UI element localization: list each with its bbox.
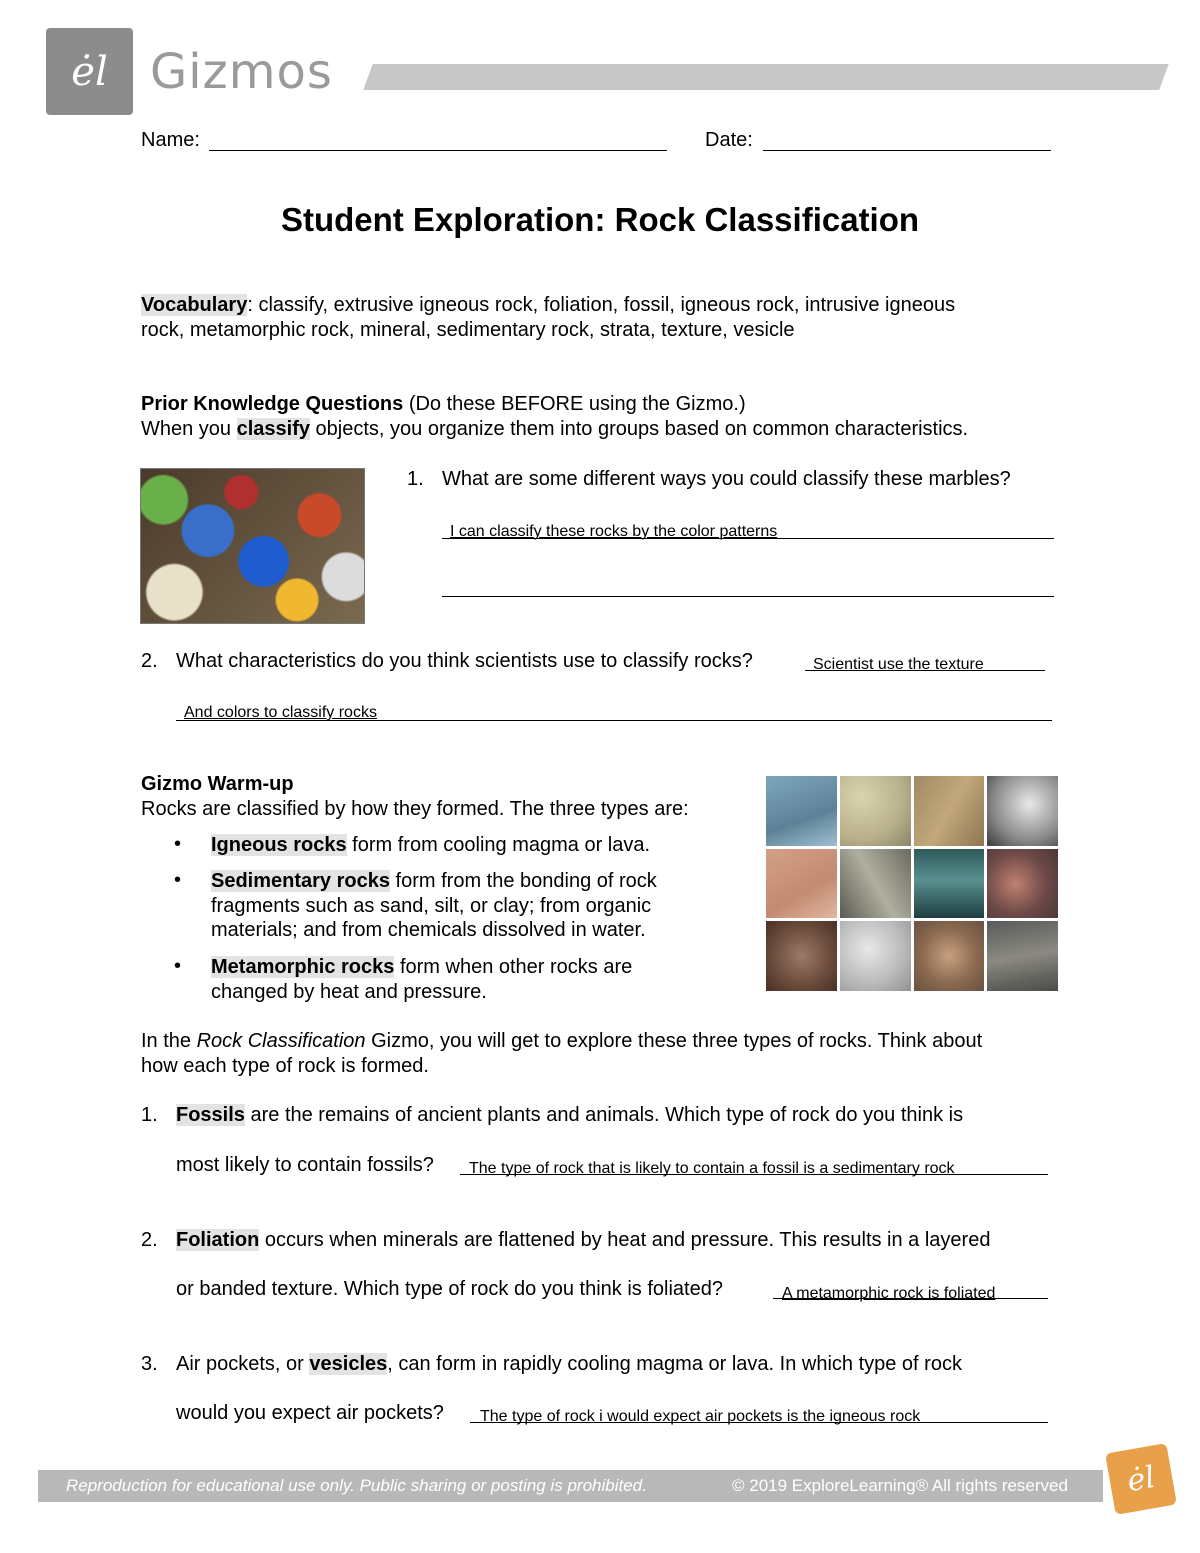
igneous-text: form from cooling magma or lava. (346, 834, 651, 856)
gizmos-logo: ėl (46, 28, 133, 115)
metamorphic-term: Metamorphic rocks (211, 956, 395, 978)
warmup-q2-line-2: or banded texture. Which type of rock do you think is foliated? (176, 1278, 723, 1300)
para-before: In the (141, 1030, 197, 1052)
warmup-q3-answer: The type of rock i would expect air pockets is the igneous rock (480, 1408, 921, 1425)
bullet-metamorphic-line-2: changed by heat and pressure. (211, 981, 487, 1003)
bullet-marker: • (174, 833, 182, 855)
date-label: Date: (705, 129, 753, 151)
prior-intro (141, 417, 1081, 442)
vocabulary-line-1 (141, 293, 1081, 318)
rock-sample (987, 921, 1058, 991)
warmup-heading: Gizmo Warm-up (141, 773, 294, 795)
rock-sample (914, 776, 985, 846)
prior-q1-answer: I can classify these rocks by the color patterns (450, 523, 778, 540)
rock-sample (766, 921, 837, 991)
prior-heading-line (141, 392, 1081, 417)
date-field[interactable] (763, 150, 1051, 151)
prior-q2-text: What characteristics do you think scientists use to classify rocks? (176, 650, 753, 672)
igneous-term: Igneous rocks (211, 834, 347, 856)
warmup-paragraph-line-1 (141, 1029, 1101, 1054)
prior-heading-note: (Do these BEFORE using the Gizmo.) (403, 393, 746, 415)
name-field[interactable] (209, 150, 667, 151)
prior-q2-answer-1: Scientist use the texture (813, 656, 984, 673)
warmup-q1-answer: The type of rock that is likely to contain a fossil is a sedimentary rock (469, 1160, 955, 1177)
rock-sample (987, 776, 1058, 846)
sedimentary-term: Sedimentary rocks (211, 870, 390, 892)
prior-heading: Prior Knowledge Questions (141, 393, 404, 415)
prior-intro-after: objects, you organize them into groups based on common characteristics. (310, 418, 969, 440)
warmup-paragraph-line-2: how each type of rock is formed. (141, 1055, 429, 1077)
rock-sample (840, 921, 911, 991)
rock-sample (766, 849, 837, 919)
footer-copyright: © 2019 ExploreLearning® All rights reserved (732, 1476, 1068, 1495)
vocabulary-label: Vocabulary (141, 294, 248, 316)
vocabulary-line-2: rock, metamorphic rock, mineral, sedimentary rock, strata, texture, vesicle (141, 319, 795, 341)
warmup-q3-number: 3. (141, 1353, 158, 1375)
foliation-term: Foliation (176, 1229, 260, 1251)
rock-sample (914, 921, 985, 991)
warmup-q3-line-2: would you expect air pockets? (176, 1402, 444, 1424)
warmup-q2-number: 2. (141, 1229, 158, 1251)
prior-q1-answer-line-2[interactable] (442, 596, 1054, 597)
brand-name: Gizmos (150, 44, 333, 100)
warmup-q1-line-1 (176, 1103, 1076, 1128)
warmup-q3-text: , can form in rapidly cooling magma or lava. In which type of rock (387, 1353, 962, 1375)
prior-q1-number: 1. (407, 468, 424, 490)
rock-sample (840, 849, 911, 919)
rock-sample (914, 849, 985, 919)
warmup-q1-number: 1. (141, 1104, 158, 1126)
warmup-intro: Rocks are classified by how they formed. The three types are: (141, 798, 689, 820)
bullet-marker: • (174, 955, 182, 977)
bullet-igneous (211, 833, 751, 858)
prior-q1-text: What are some different ways you could classify these marbles? (442, 468, 1011, 490)
prior-q2-answer-2: And colors to classify rocks (184, 704, 377, 721)
rock-samples-image (766, 776, 1058, 991)
explorelearning-logo: ėl (1105, 1443, 1177, 1515)
rock-sample (987, 849, 1058, 919)
bullet-marker: • (174, 869, 182, 891)
header-bar (363, 64, 1168, 90)
marbles-image (140, 468, 365, 624)
bullet-metamorphic-line-1 (211, 955, 751, 980)
metamorphic-text: form when other rocks are (394, 956, 633, 978)
prior-q2-number: 2. (141, 650, 158, 672)
warmup-q2-answer: A metamorphic rock is foliated (782, 1285, 996, 1302)
classify-term: classify (236, 418, 310, 440)
rock-sample (840, 776, 911, 846)
warmup-q1-text: are the remains of ancient plants and animals. Which type of rock do you think is (244, 1104, 964, 1126)
bullet-sedimentary-line-2: fragments such as sand, silt, or clay; from organic (211, 895, 652, 917)
vesicles-term: vesicles (309, 1353, 388, 1375)
warmup-q3-before: Air pockets, or (176, 1353, 310, 1375)
vocabulary-text: : classify, extrusive igneous rock, foliation, fossil, igneous rock, intrusive igneous (247, 294, 956, 316)
rock-sample (766, 776, 837, 846)
para-after: Gizmo, you will get to explore these three types of rocks. Think about (365, 1030, 983, 1052)
warmup-q2-line-1 (176, 1228, 1076, 1253)
bullet-sedimentary-line-3: materials; and from chemicals dissolved in water. (211, 919, 646, 941)
prior-intro-before: When you (141, 418, 237, 440)
fossils-term: Fossils (176, 1104, 245, 1126)
warmup-q1-line-2: most likely to contain fossils? (176, 1154, 434, 1176)
page-title: Student Exploration: Rock Classification (280, 201, 920, 238)
warmup-q3-line-1 (176, 1352, 1076, 1377)
sedimentary-text: form from the bonding of rock (389, 870, 657, 892)
gizmo-name: Rock Classification (196, 1030, 366, 1052)
name-label: Name: (141, 129, 200, 151)
warmup-q2-text: occurs when minerals are flattened by heat and pressure. This results in a layered (259, 1229, 991, 1251)
bullet-sedimentary-line-1 (211, 869, 751, 894)
footer-notice: Reproduction for educational use only. Public sharing or posting is prohibited. (66, 1476, 647, 1495)
